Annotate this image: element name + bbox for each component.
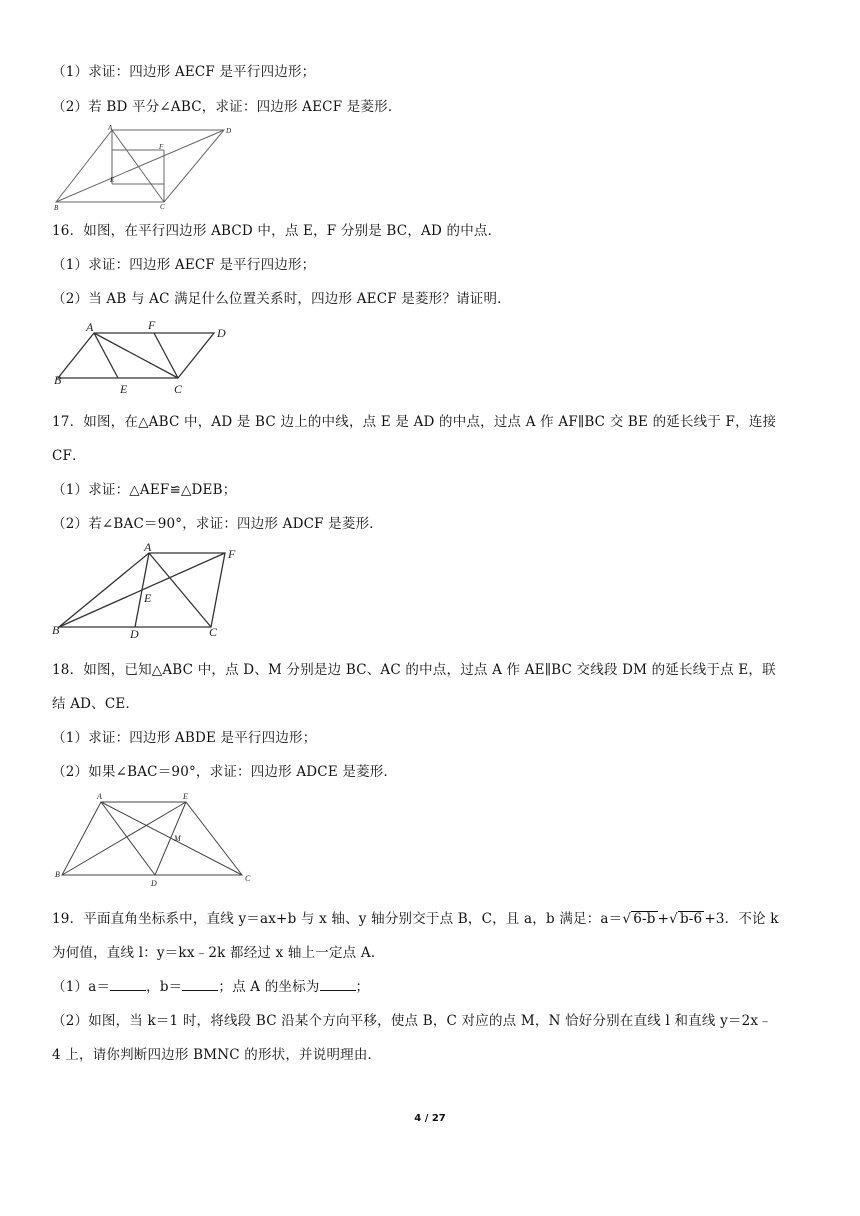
q16-label-b: B (54, 373, 62, 387)
q16-label-e: E (120, 382, 128, 396)
q16-label-f: F (148, 318, 156, 332)
sqrt-radical-1: √ (622, 911, 632, 927)
q15-part2: （2）若 BD 平分∠ABC，求证：四边形 AECF 是菱形． (52, 99, 402, 115)
q15-part1: （1）求证：四边形 AECF 是平行四边形； (52, 64, 316, 80)
q19-p1-b: ，b＝ (146, 979, 183, 995)
q18-label-e: E (183, 792, 188, 801)
q17-label-f: F (228, 547, 236, 561)
q17-stem-line2: CF． (52, 448, 86, 464)
q15-label-f: F (159, 143, 164, 151)
q18-label-c: C (245, 874, 251, 883)
answer-blank-point-a[interactable] (320, 978, 356, 991)
q17-part1: （1）求证：△AEF≌△DEB； (52, 482, 237, 498)
page-number: 4 / 27 (414, 1113, 446, 1124)
q19-part2-line1: （2）如图，当 k＝1 时，将线段 BC 沿某个方向平移，使点 B，C 对应的点 M，N 恰好分别在直线 l 和直线 y＝2x﹣ (52, 1013, 772, 1029)
q19-plus: + (657, 911, 670, 927)
q19-stem-line1 (52, 907, 779, 927)
q18-label-d: D (151, 879, 157, 888)
q18-label-b: B (55, 870, 60, 879)
q19-stem-text: 19．平面直角坐标系中，直线 y＝ax+b 与 x 轴、y 轴分别交于点 B，C，且 a，b 满足：a＝ (52, 911, 623, 927)
q17-stem-line1: 17．如图，在△ABC 中，AD 是 BC 边上的中线，点 E 是 AD 的中点，过点 A 作 AF∥BC 交 BE 的延长线于 F，连接 (52, 414, 777, 430)
q18-label-m: M (174, 834, 181, 843)
q18-stem-line2: 结 AD、CE． (52, 696, 140, 712)
q15-label-d: D (226, 127, 232, 135)
q15-label-a: A (108, 124, 113, 132)
q18-stem-line1: 18．如图，已知△ABC 中，点 D、M 分别是边 BC、AC 的中点，过点 A 作 AE∥BC 交线段 DM 的延长线于点 E，联 (52, 662, 776, 678)
q19-sqrt-1: 6-b (633, 911, 656, 927)
q18-label-a: A (97, 792, 102, 801)
q15-label-b: B (54, 204, 59, 210)
q19-p1-a: （1）a＝ (52, 979, 111, 995)
q18-part1: （1）求证：四边形 ABDE 是平行四边形； (52, 730, 317, 746)
answer-blank-a[interactable] (110, 978, 146, 991)
q19-p1-c: ；点 A 的坐标为 (218, 979, 320, 995)
q17-label-d: D (130, 627, 139, 641)
q15-figure (52, 124, 242, 214)
q19-sqrt-2: b-6 (679, 911, 703, 927)
q16-label-a: A (86, 320, 94, 334)
q17-label-b: B (52, 623, 60, 637)
q17-label-a: A (144, 540, 152, 554)
q17-figure (52, 540, 252, 646)
q18-part2: （2）如果∠BAC＝90°，求证：四边形 ADCE 是菱形． (52, 764, 398, 780)
q19-stem-tail: +3．不论 k (704, 911, 779, 927)
q19-part2-line2: 4 上，请你判断四边形 BMNC 的形状，并说明理由． (52, 1047, 382, 1063)
q16-figure (52, 316, 242, 402)
q17-part2: （2）若∠BAC＝90°，求证：四边形 ADCF 是菱形． (52, 516, 383, 532)
sqrt-radical-2: √ (669, 911, 678, 927)
q16-label-c: C (174, 382, 183, 396)
q17-label-e: E (144, 591, 152, 605)
q17-label-c: C (209, 625, 218, 639)
q16-part2: （2）当 AB 与 AC 满足什么位置关系时，四边形 AECF 是菱形？请证明． (52, 291, 511, 307)
q19-stem-line2: 为何值，直线 l：y＝kx﹣2k 都经过 x 轴上一定点 A． (52, 945, 385, 961)
q19-p1-d: ； (355, 979, 370, 995)
q15-label-c: C (160, 203, 165, 210)
q16-part1: （1）求证：四边形 AECF 是平行四边形； (52, 257, 316, 273)
answer-blank-b[interactable] (182, 978, 218, 991)
q16-label-d: D (217, 326, 226, 340)
q19-part1 (52, 975, 369, 995)
q16-stem: 16．如图，在平行四边形 ABCD 中，点 E，F 分别是 BC，AD 的中点． (52, 223, 502, 239)
q18-figure (52, 790, 262, 894)
q15-label-e: E (110, 176, 115, 184)
